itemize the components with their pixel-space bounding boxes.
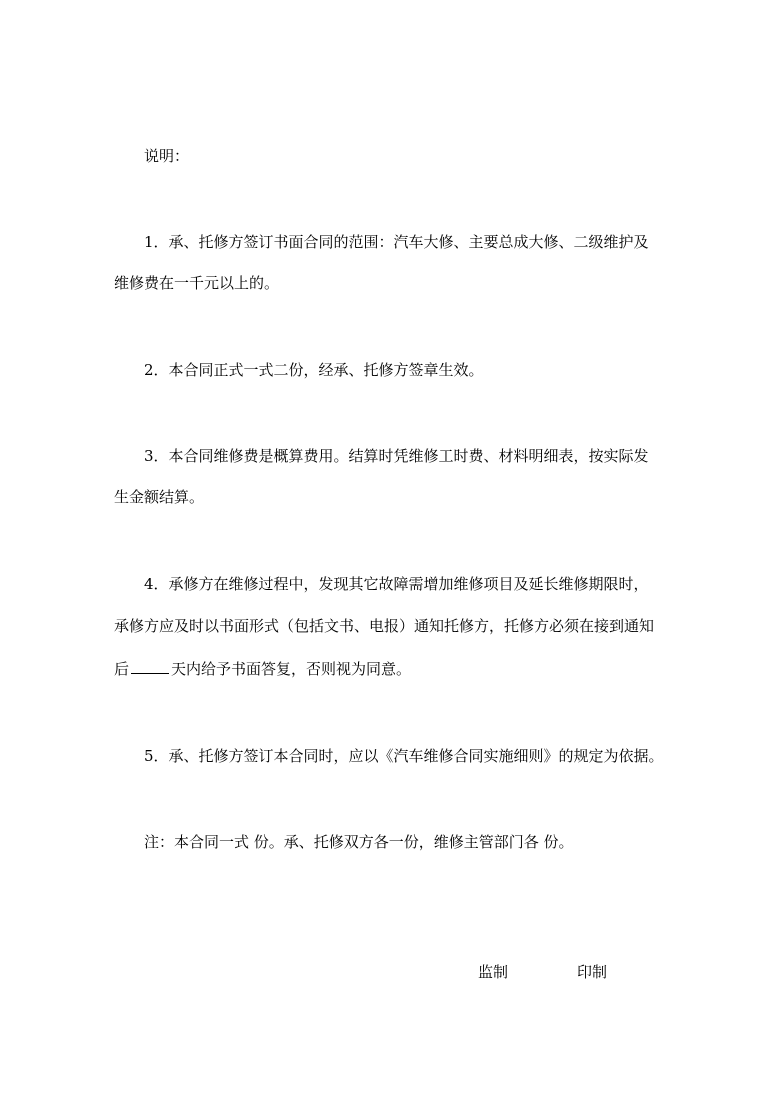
item-4-line-3-prefix: 后 [114, 660, 130, 678]
item-3-line-2: 生金额结算。 [114, 488, 205, 506]
section-heading: 说明： [144, 147, 190, 165]
days-blank-field[interactable] [131, 659, 169, 674]
item-2-line-1: 2．本合同正式一式二份，经承、托修方签章生效。 [144, 361, 484, 379]
item-4-line-1: 4．承修方在维修过程中，发现其它故障需增加维修项目及延长维修期限时， [144, 575, 649, 593]
item-1-line-2: 维修费在一千元以上的。 [114, 274, 280, 292]
print-label: 印制 [577, 963, 608, 981]
item-5-line-1: 5．承、托修方签订本合同时，应以《汽车维修合同实施细则》的规定为依据。 [144, 747, 664, 765]
item-4-line-2: 承修方应及时以书面形式（包括文书、电报）通知托修方，托修方必须在接到通知 [114, 617, 655, 635]
item-1-line-1: 1．承、托修方签订书面合同的范围：汽车大修、主要总成大修、二级维护及 [144, 233, 649, 251]
item-4-line-3-suffix: 天内给予书面答复，否则视为同意。 [171, 660, 412, 678]
copies-note: 注：本合同一式 份。承、托修双方各一份，维修主管部门各 份。 [144, 833, 574, 851]
item-3-line-1: 3．本合同维修费是概算费用。结算时凭维修工时费、材料明细表，按实际发 [144, 447, 649, 465]
supervise-label: 监制 [478, 963, 509, 981]
item-4-line-3 [114, 659, 411, 679]
